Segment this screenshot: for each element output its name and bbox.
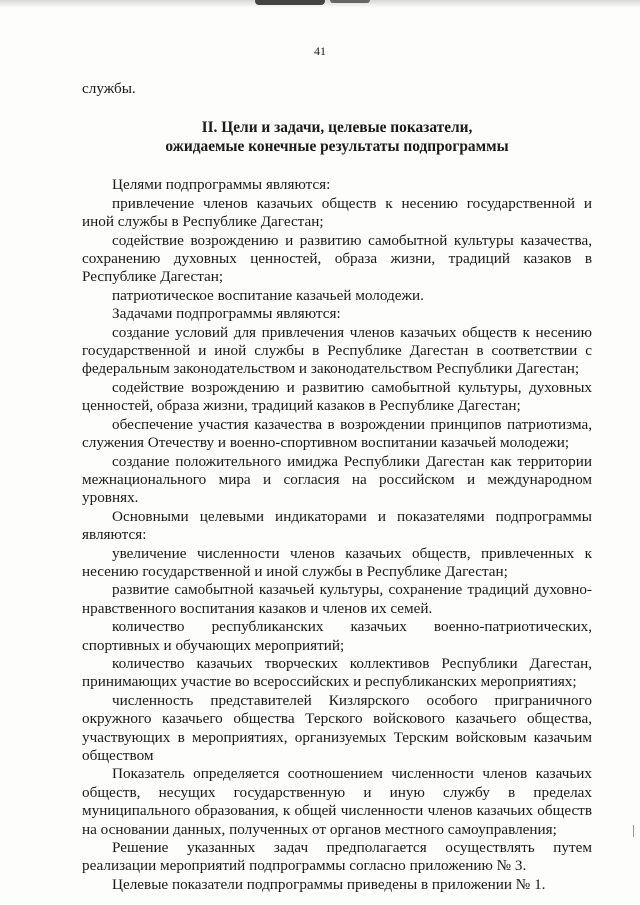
- paragraph: содействие возрождению и развитию самобытной культуры, духовных ценностей, образа жизни, традиций казаков в Республике Дагестан;: [82, 378, 592, 415]
- section-heading: [82, 118, 592, 156]
- paragraph: Задачами подпрограммы являются:: [112, 305, 341, 323]
- paragraph: увеличение численности членов казачьих обществ, привлеченных к несению государственной и иной службы в Республике Дагестан;: [82, 544, 592, 580]
- paragraph: создание условий для привлечения членов казачьих обществ к несению государственной и иной службы в Республике Дагестан в соответствии с федеральным законодательством и законодательством Республики Дагестан;: [82, 323, 592, 378]
- paragraph: создание положительного имиджа Республики Дагестан как территории межнационального мира и согласия на российском и международном уровнях.: [82, 452, 592, 507]
- paragraph: Решение указанных задач предполагается осуществлять путем реализации мероприятий подпрограммы согласно приложению № 3.: [82, 839, 592, 875]
- section-heading-line-2: ожидаемые конечные результаты подпрограммы: [165, 138, 509, 156]
- paragraph: Основными целевыми индикаторами и показателями подпрограммы являются:: [82, 507, 592, 544]
- scan-artifact: [330, 0, 370, 3]
- paragraph: привлечение членов казачьих обществ к несению государственной и иной службы в Республике Дагестан;: [82, 194, 592, 231]
- paragraph: содействие возрождению и развитию самобытной культуры казачества, сохранению духовных ценностей, образа жизни, традиций казаков в Республике Дагестан;: [82, 231, 592, 286]
- paragraph: количество казачьих творческих коллективов Республики Дагестан, принимающих участие во всероссийских и республиканских мероприятиях;: [82, 654, 592, 691]
- paragraph: численность представителей Кизлярского особого приграничного окружного казачьего общества Терского войскового казачьего общества, участвующих в мероприятиях, организуемых Терским войсковым казачьим обществом: [82, 691, 592, 764]
- paragraph: Целями подпрограммы являются:: [112, 176, 331, 194]
- paragraph: развитие самобытной казачьей культуры, сохранение традиций духовно-нравственного воспитания казаков и членов их семей.: [82, 581, 592, 617]
- document-body: [82, 80, 592, 894]
- paragraph: Показатель определяется соотношением численности членов казачьих обществ, несущих государственную и иную службу в пределах муниципального образования, к общей численности членов казачьих обществ на основании данных, полученных от органов местного самоуправления;: [82, 765, 592, 838]
- scan-edge-mark: [627, 825, 634, 837]
- paragraph: патриотическое воспитание казачьей молодежи.: [112, 286, 424, 304]
- page-number: 41: [314, 44, 326, 58]
- section-heading-line-1: II. Цели и задачи, целевые показатели,: [201, 119, 473, 137]
- paragraph: количество республиканских казачьих военно-патриотических, спортивных и обучающих мероприятий;: [82, 618, 592, 654]
- paragraph: Целевые показатели подпрограммы приведены в приложении № 1.: [112, 875, 546, 893]
- paragraph: обеспечение участия казачества в возрождении принципов патриотизма, служения Отечеству и военно-спортивном воспитании казачьей молодежи;: [82, 415, 592, 452]
- carry-over-text: службы.: [82, 80, 136, 97]
- scan-artifact: [255, 0, 325, 5]
